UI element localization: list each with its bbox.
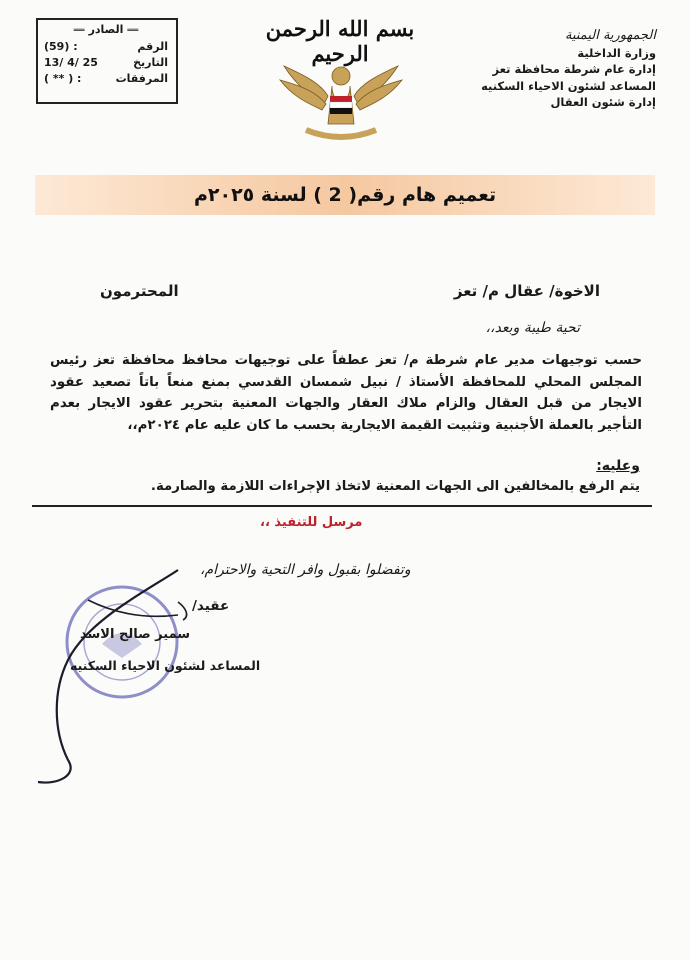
eagle-emblem-icon [276, 46, 406, 154]
basmala: بسم الله الرحمن الرحيم [265, 16, 415, 66]
ministry-header [436, 28, 656, 111]
signature-icon [28, 560, 238, 790]
department-name: إدارة شئون العقال [550, 95, 656, 109]
divider [32, 505, 652, 507]
issued-attachments-value: : ( ** ) [44, 72, 82, 85]
signer-name: سمير صالح الاسد [80, 627, 191, 642]
closing-line: وتفضلوا بقبول وافر التحية والاحترام، [200, 562, 411, 578]
assistant-name: المساعد لشئون الاحياء السكنيه [481, 78, 656, 93]
ministry-name: وزارة الداخلية [577, 45, 656, 60]
issued-number-row [44, 39, 168, 55]
sent-for-execution: مرسل للتنفيذ ،، [260, 515, 363, 530]
issued-title: ══ الصادر ══ [44, 22, 168, 39]
issued-box [36, 18, 178, 104]
accordingly-label: وعليه: [596, 458, 640, 474]
issued-date-row [44, 55, 168, 71]
issued-date-label: التاريخ [133, 56, 168, 69]
respected-label: المحترمون [100, 282, 179, 300]
issued-date-value: 13/ 4/ 25 [44, 56, 98, 69]
directorate-name: إدارة عام شرطة محافظة تعز [492, 62, 656, 76]
signer-title: المساعد لشئون الاحياء السكنيه [70, 658, 261, 673]
decree-title: تعميم هام رقم( 2 ) لسنة ٢٠٢٥م [193, 184, 497, 206]
addressee: الاخوة/ عقال م/ تعز [453, 282, 600, 300]
issued-number-label: الرقم [137, 40, 168, 53]
issued-attachments-label: المرفقات [115, 72, 168, 85]
greeting: تحية طيبة وبعد،، [485, 320, 580, 336]
body-paragraph: حسب توجيهات مدير عام شرطة م/ تعز عطفاً على توجيهات محافظ محافظة تعز رئيس المجلس المحلي للمحافظة الأستاذ / نبيل شمسان القدسي بمنع منعاً باتاً تصعيد عقود الايجار من قبل العقال والزام ملاك العقار والجهات المعنية بتحرير عقود الايجار بعدم التأجير بالعملة الأجنبية وتثبيت القيمة الايجارية بحسب ما كان عليه عام ٢٠٢٤م،، [50, 353, 642, 433]
instruction-text: يتم الرفع بالمخالفين الى الجهات المعنية لاتخاذ الإجراءات اللازمة والصارمة. [150, 479, 640, 494]
issued-number-value: : (59) [44, 40, 78, 53]
rank-label: عقيد/ [192, 598, 230, 614]
republic-name: الجمهورية اليمنية [564, 28, 656, 43]
decree-banner [35, 175, 655, 215]
issued-attachments-row [44, 71, 168, 87]
